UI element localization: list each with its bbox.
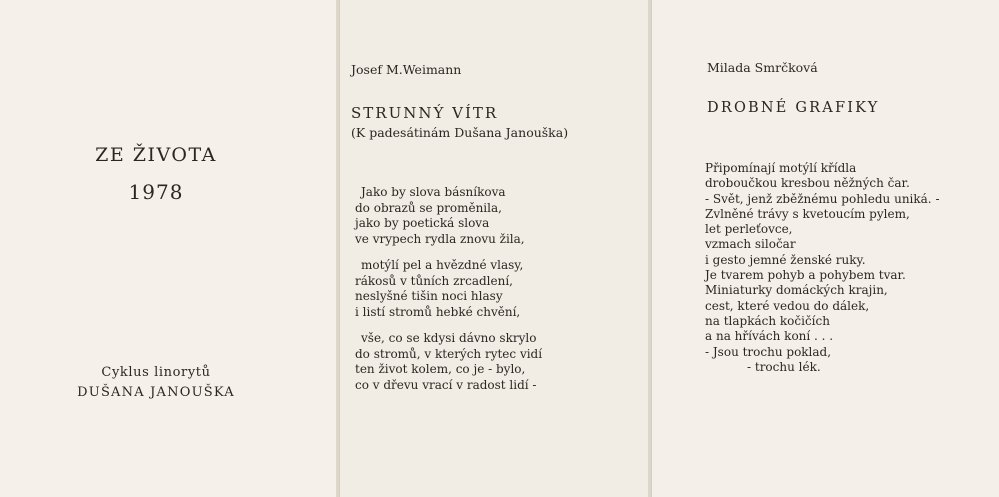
poem-line: - trochu lék. — [747, 359, 821, 374]
poem-line: Je tvarem pohyb a pohybem tvar. — [705, 268, 906, 283]
poem-title: STRUNNÝ VÍTR — [351, 104, 499, 122]
left-page — [0, 0, 336, 497]
poem-line: jako by poetická slova — [355, 216, 490, 230]
middle-page — [339, 0, 648, 497]
poem-line: co v dřevu vrací v radost lidí - — [355, 377, 537, 392]
right-page — [651, 0, 999, 497]
poem-line: neslyšné tišin noci hlasy — [355, 289, 503, 303]
poem-author: Josef M.Weimann — [351, 62, 462, 77]
poem-stanza — [355, 258, 523, 320]
poem-author: Milada Smrčková — [707, 60, 818, 75]
poem-line: - Svět, jenž zběžnému pohledu uniká. - — [705, 191, 940, 206]
poem-line: do obrazů se proměnila, — [355, 200, 502, 215]
poem-line: i gesto jemné ženské ruky. — [705, 252, 866, 267]
book-title: ZE ŽIVOTA — [95, 144, 217, 166]
poem-line: rákosů v tůních zrcadlení, — [355, 273, 513, 288]
poem-line: ve vrypech rydla znovu žila, — [355, 231, 525, 246]
poem-line: vzmach siločar — [705, 237, 796, 252]
cycle-subtitle: Cyklus linorytů — [101, 365, 211, 380]
poem-line: let perleťovce, — [705, 222, 793, 237]
poem-body — [705, 161, 940, 375]
poem-line: motýlí pel a hvězdné vlasy, — [361, 258, 524, 272]
poem-title: DROBNÉ GRAFIKY — [707, 100, 880, 116]
poem-line: do stromů, v kterých rytec vidí — [355, 346, 543, 361]
poem-stanza — [355, 185, 525, 247]
poem-line: a na hřívách koní . . . — [705, 329, 834, 344]
poem-line: na tlapkách kočičích — [705, 313, 830, 328]
book-year: 1978 — [128, 180, 184, 204]
poem-line: ten život kolem, co je - bylo, — [355, 362, 526, 376]
poem-line: Miniaturky domáckých krajin, — [705, 283, 888, 298]
poem-line: Připomínají motýlí křídla — [705, 161, 857, 175]
poem-line: i listí stromů hebké chvění, — [355, 304, 521, 319]
poem-line: Jako by slova básníkova — [361, 185, 506, 199]
poem-line: cest, které vedou do dálek, — [705, 298, 870, 313]
artist-name: DUŠANA JANOUŠKA — [77, 385, 235, 400]
poem-line: droboučkou kresbou něžných čar. — [705, 176, 910, 191]
poem-line: - Jsou trochu poklad, — [705, 344, 832, 359]
poem-line: vše, co se kdysi dávno skrylo — [361, 331, 537, 345]
poem-line: Zvlněné trávy s kvetoucím pylem, — [705, 206, 910, 221]
poem-stanza — [355, 331, 542, 393]
poem-dedication: (K padesátinám Dušana Janouška) — [351, 125, 569, 140]
